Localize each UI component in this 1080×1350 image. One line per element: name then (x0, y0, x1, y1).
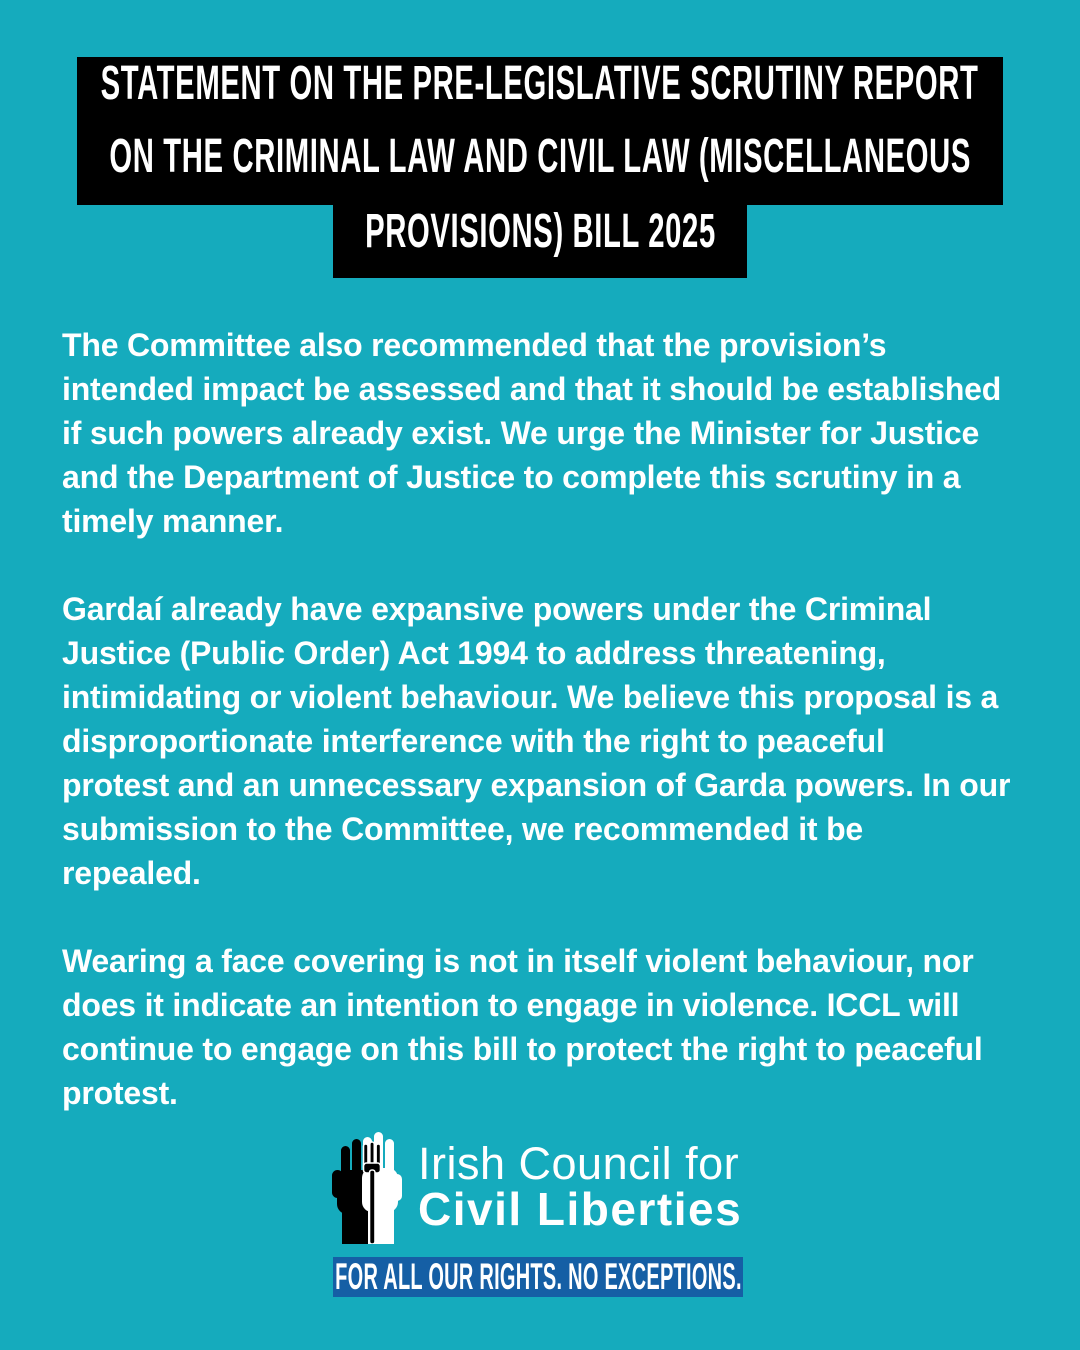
statement-body (62, 323, 1018, 1159)
tagline-banner (333, 1257, 743, 1297)
paragraph-2-line: submission to the Committee, we recommended it be (62, 811, 864, 847)
paragraph-3-line: does it indicate an intention to engage in violence. ICCL will (62, 987, 960, 1023)
paragraph-3 (62, 939, 1018, 1115)
paragraph-3-line: protest. (62, 1075, 178, 1111)
headline-line-3 (333, 195, 747, 268)
headline-line-2-text: ON THE CRIMINAL LAW AND CIVIL LAW (MISCELLANEOUS (109, 130, 971, 183)
org-name-line-1: Irish Council for (418, 1138, 740, 1189)
headline-line-1-text: STATEMENT ON THE PRE-LEGISLATIVE SCRUTINY REPORT (101, 57, 979, 110)
iccl-hands-fork-icon (332, 1132, 402, 1244)
paragraph-1 (62, 323, 1018, 543)
paragraph-3-line: Wearing a face covering is not in itself violent behaviour, nor (62, 943, 974, 979)
headline-line-2 (77, 120, 1003, 193)
tagline-text: FOR ALL OUR RIGHTS. NO EXCEPTIONS. (334, 1256, 742, 1297)
paragraph-2-line: Gardaí already have expansive powers under the Criminal (62, 591, 932, 627)
paragraph-1-line: if such powers already exist. We urge the Minister for Justice (62, 415, 980, 451)
paragraph-2-line: intimidating or violent behaviour. We believe this proposal is a (62, 679, 999, 715)
paragraph-2-line: Justice (Public Order) Act 1994 to address threatening, (62, 635, 886, 671)
headline-banner-bottom (333, 205, 747, 278)
paragraph-2-line: disproportionate interference with the right to peaceful (62, 723, 885, 759)
paragraph-3-line: continue to engage on this bill to protect the right to peaceful (62, 1031, 983, 1067)
org-name-line-2: Civil Liberties (418, 1183, 743, 1235)
paragraph-1-line: timely manner. (62, 503, 284, 539)
paragraph-1-line: and the Department of Justice to complete this scrutiny in a (62, 459, 961, 495)
headline-line-3-text: PROVISIONS) BILL 2025 (364, 205, 716, 258)
headline-banner-top (77, 57, 1003, 205)
paragraph-2-line: repealed. (62, 855, 201, 891)
headline-line-1 (77, 47, 1003, 120)
paragraph-2-line: protest and an unnecessary expansion of Garda powers. In our (62, 767, 1011, 803)
paragraph-1-line: intended impact be assessed and that it should be established (62, 371, 1002, 407)
paragraph-1-line: The Committee also recommended that the provision’s (62, 327, 887, 363)
paragraph-2 (62, 587, 1018, 895)
